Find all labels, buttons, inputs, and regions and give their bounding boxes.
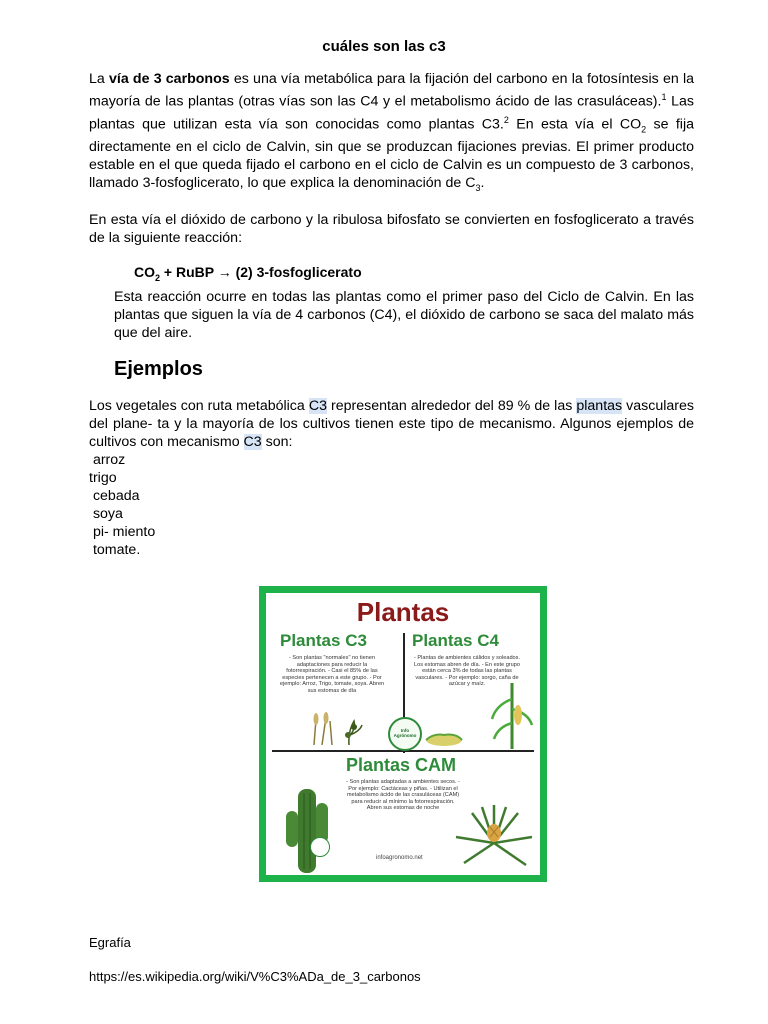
c4-description: - Plantas de ambientes cálidos y soleados. Los estomas abren de día. - En este grupo están cerca 3% de todas las plantas vasculares. - Por ejemplo: sorgo, caña de azúcar y maíz. (413, 655, 521, 688)
intro-text: La (89, 71, 109, 87)
c3-description: - Son plantas "normales" no tienen adaptaciones para reducir la fotorrespiración. - Casi el 85% de las especies pertenecen a este grupo. - Por ejemplo: Arroz, Trigo, tomate, soya. Abren sus estomas de día (279, 655, 385, 694)
infographic-site: infoagronomo.net (376, 855, 423, 861)
examples-text: son: (261, 433, 293, 450)
info-agronomo-logo-small (310, 837, 330, 857)
list-item: pi- miento (89, 523, 156, 540)
crop-list (89, 452, 155, 559)
examples-text: vasculares del plane- ta y la mayoría de los cultivos tienen este tipo de mecanismo. Algunos ejemplos de cultivos con mecanismo (89, 398, 694, 450)
footnote-ref: 1 (661, 91, 667, 102)
logo-text: Info Agrónomo (393, 728, 417, 738)
list-item: trigo (89, 469, 117, 486)
examples-paragraph (89, 398, 694, 452)
intro-text: es una vía metabólica para la fijación del carbono en la fotosíntesis en la mayoría de las plantas (otras vías son las C4 y el metabolismo ácido de las crasuláceas). (89, 71, 694, 110)
c4-heading: Plantas C4 (412, 631, 499, 650)
intro-text: se fija directamente en el ciclo de Calvin, sin que se produzcan fijaciones previas. El primer producto estable en el que queda fijado el carbono en el ciclo de Calvin es un compuesto de 3 carbonos, llamado 3-fosfoglicerato, lo que explica la denominación de C (89, 116, 694, 191)
intro-paragraph (89, 71, 694, 198)
highlighted-term: C3 (308, 398, 327, 414)
plant-types-infographic (259, 586, 547, 882)
subscript: 3 (475, 182, 481, 193)
corn-icon (424, 731, 464, 749)
infographic-title: Plantas (356, 597, 450, 627)
c3-plants-icon (304, 711, 364, 745)
infographic-canvas (266, 593, 540, 875)
cam-description: - Son plantas adaptadas a ambientes secos. - Por ejemplo: Cactáceas y piñas. - Utilizan el metabolismo ácido de las crasuláceas (CAM) para reducir al mínimo la fotorrespiración. Abren sus estomas de noche (346, 779, 460, 812)
subscript: 2 (641, 124, 647, 135)
footnote-ref: 2 (503, 114, 509, 125)
source-link[interactable]: https://es.wikipedia.org/wiki/V%C3%ADa_de_3_carbonos (89, 969, 421, 984)
intro-text: Las plantas que utilizan esta vía son conocidas como plantas C3. (89, 93, 694, 133)
reaction-intro-paragraph: En esta vía el dióxido de carbono y la ribulosa bifosfato se convierten en fosfoglicerato a través de la siguiente reacción: (89, 212, 694, 246)
intro-bold-term: vía de 3 carbonos (109, 71, 230, 87)
reaction-note-paragraph: Esta reacción ocurre en todas las plantas como el primer paso del Ciclo de Calvin. En las plantas que siguen la vía de 4 carbonos (C4), el dióxido de carbono se saca del malato más que del aire. (114, 289, 694, 341)
info-agronomo-logo (388, 717, 422, 751)
cactus-icon (284, 785, 330, 873)
cam-heading: Plantas CAM (346, 755, 457, 775)
reaction-text: + RuBP → (2) 3-fosfoglicerato (160, 264, 362, 280)
reaction-text: CO (134, 264, 155, 280)
list-item: arroz (89, 452, 126, 468)
reaction-equation (134, 264, 362, 283)
highlighted-term: plantas (576, 398, 623, 414)
list-item: soya (89, 505, 123, 522)
intro-text: En esta vía el CO (508, 116, 642, 133)
intro-text: . (480, 174, 485, 191)
examples-text: representan alrededor del 89 % de las (326, 398, 577, 414)
bibliography-label: Egrafía (89, 935, 131, 950)
c3-heading: Plantas C3 (280, 631, 367, 650)
section-heading-ejemplos: Ejemplos (114, 358, 203, 380)
examples-text: Los vegetales con ruta metabólica (89, 398, 309, 414)
c4-plants-icon (488, 679, 536, 749)
subscript: 2 (155, 272, 161, 283)
list-item: cebada (89, 487, 140, 504)
page-title: cuáles son las c3 (322, 38, 446, 55)
list-item: tomate. (89, 541, 141, 558)
highlighted-term: C3 (243, 433, 262, 450)
pineapple-icon (452, 803, 536, 875)
